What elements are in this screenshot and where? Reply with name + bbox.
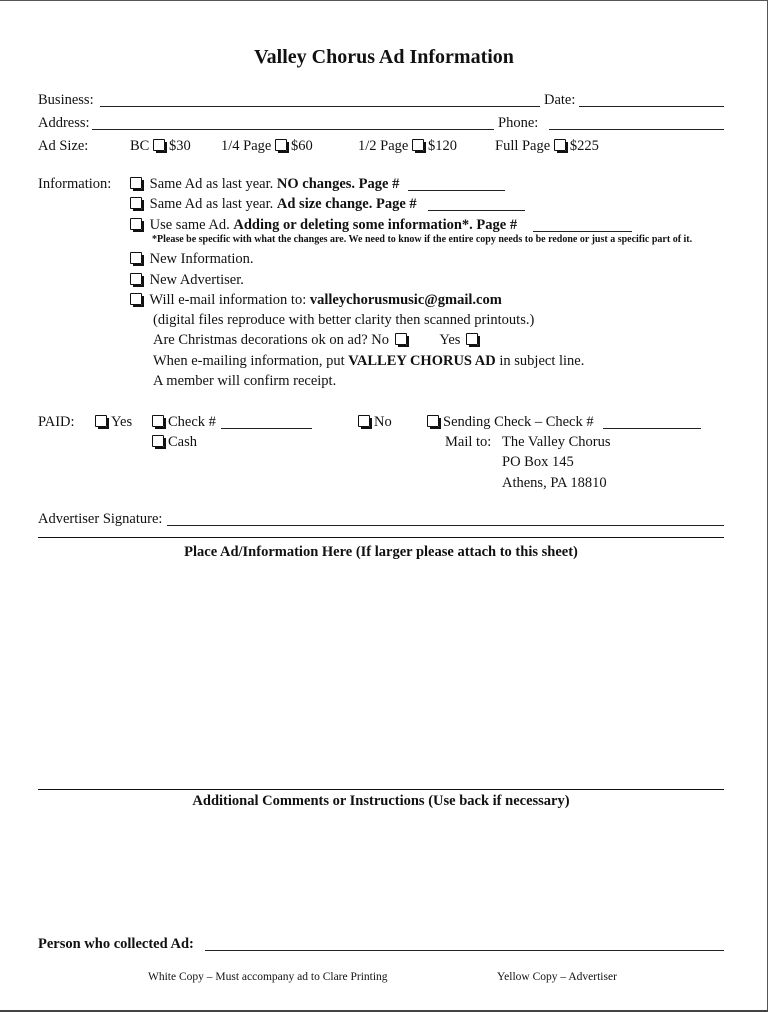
paid-check-option[interactable] bbox=[152, 414, 216, 431]
paid-yes-option[interactable] bbox=[95, 414, 132, 431]
checkbox-icon[interactable] bbox=[130, 293, 142, 305]
mail-address-line-2: PO Box 145 bbox=[502, 454, 574, 470]
checkbox-icon[interactable] bbox=[275, 139, 287, 151]
collected-by-field[interactable] bbox=[205, 950, 724, 951]
divider bbox=[38, 789, 724, 790]
ad-size-bc-price: $30 bbox=[168, 138, 191, 154]
mail-to-label: Mail to: bbox=[445, 434, 492, 450]
paid-cash-label: Cash bbox=[168, 434, 197, 450]
ad-size-quarter[interactable] bbox=[221, 138, 313, 155]
info-option-text: New Information. bbox=[149, 251, 254, 267]
checkbox-icon[interactable] bbox=[554, 139, 566, 151]
place-ad-heading: Place Ad/Information Here (If larger please attach to this sheet) bbox=[184, 544, 578, 560]
checkbox-icon[interactable] bbox=[130, 273, 142, 285]
comments-heading: Additional Comments or Instructions (Use back if necessary) bbox=[192, 793, 570, 809]
checkbox-icon[interactable] bbox=[130, 218, 142, 230]
info-option-email[interactable] bbox=[130, 292, 502, 309]
address-label: Address: bbox=[38, 115, 90, 131]
info-option-add-delete[interactable] bbox=[130, 217, 517, 234]
page-number-field-3[interactable] bbox=[533, 231, 632, 232]
business-field[interactable] bbox=[100, 106, 540, 107]
checkbox-icon[interactable] bbox=[152, 435, 164, 447]
info-option-text: Same Ad as last year. bbox=[149, 196, 277, 212]
information-label: Information: bbox=[38, 176, 112, 192]
info-option-text: Will e-mail information to: bbox=[149, 292, 310, 308]
checkbox-icon[interactable] bbox=[130, 252, 142, 264]
christmas-no-checkbox[interactable] bbox=[395, 333, 407, 345]
checkbox-icon[interactable] bbox=[130, 177, 142, 189]
mail-address-line-3: Athens, PA 18810 bbox=[502, 475, 607, 491]
email-subject-instruction bbox=[153, 353, 584, 370]
business-label: Business: bbox=[38, 92, 94, 108]
checkbox-icon[interactable] bbox=[412, 139, 424, 151]
ad-size-quarter-label: 1/4 Page bbox=[221, 138, 272, 154]
info-option-bold-text: Ad size change. Page # bbox=[276, 196, 417, 212]
info-option-bold-text: NO changes. Page # bbox=[276, 176, 400, 192]
phone-field[interactable] bbox=[549, 129, 724, 130]
phone-label: Phone: bbox=[498, 115, 539, 131]
email-link[interactable]: valleychorusmusic@gmail.com bbox=[309, 292, 502, 308]
footer-white-copy: White Copy – Must accompany ad to Clare Printing bbox=[148, 971, 388, 983]
subject-text-post: in subject line. bbox=[495, 353, 585, 369]
info-option-new-advertiser[interactable] bbox=[130, 272, 244, 289]
checkbox-icon[interactable] bbox=[152, 415, 164, 427]
info-option-new-information[interactable] bbox=[130, 251, 254, 268]
info-option-bold-text: Adding or deleting some information*. Page # bbox=[233, 217, 518, 233]
paid-cash-option[interactable] bbox=[152, 434, 197, 451]
checkbox-icon[interactable] bbox=[153, 139, 165, 151]
sending-check-label: Sending Check – Check # bbox=[443, 414, 594, 430]
sending-check-number-field[interactable] bbox=[603, 428, 701, 429]
ad-placement-area[interactable] bbox=[38, 566, 724, 784]
ad-size-half-price: $120 bbox=[427, 138, 457, 154]
check-number-field[interactable] bbox=[221, 428, 312, 429]
ad-size-bc-label: BC bbox=[130, 138, 150, 154]
mail-address-line-1: The Valley Chorus bbox=[502, 434, 611, 450]
checkbox-icon[interactable] bbox=[427, 415, 439, 427]
ad-size-label: Ad Size: bbox=[38, 138, 89, 154]
ad-size-half[interactable] bbox=[358, 138, 457, 155]
date-label: Date: bbox=[544, 92, 576, 108]
address-field[interactable] bbox=[92, 129, 494, 130]
paid-no-label: No bbox=[374, 414, 392, 430]
comments-area[interactable] bbox=[38, 815, 724, 925]
christmas-question-text: Are Christmas decorations ok on ad? No bbox=[153, 332, 389, 348]
ad-size-full[interactable] bbox=[495, 138, 599, 155]
checkbox-icon[interactable] bbox=[95, 415, 107, 427]
ad-size-full-label: Full Page bbox=[495, 138, 551, 154]
ad-size-quarter-price: $60 bbox=[290, 138, 313, 154]
info-option-text: Use same Ad. bbox=[149, 217, 234, 233]
ad-size-half-label: 1/2 Page bbox=[358, 138, 409, 154]
ad-size-bc[interactable] bbox=[130, 138, 191, 155]
paid-label: PAID: bbox=[38, 414, 75, 430]
ad-size-full-price: $225 bbox=[569, 138, 599, 154]
collected-by-label: Person who collected Ad: bbox=[38, 936, 194, 952]
page-number-field-1[interactable] bbox=[408, 190, 505, 191]
info-option-size-change[interactable] bbox=[130, 196, 417, 213]
signature-field[interactable] bbox=[167, 525, 724, 526]
footer-yellow-copy: Yellow Copy – Advertiser bbox=[497, 971, 617, 983]
subject-text-bold: VALLEY CHORUS AD bbox=[348, 353, 496, 369]
confirm-receipt-note: A member will confirm receipt. bbox=[153, 373, 337, 389]
christmas-yes-label: Yes bbox=[439, 332, 461, 348]
clarity-note: (digital files reproduce with better clarity then scanned printouts.) bbox=[153, 312, 535, 328]
divider bbox=[38, 537, 724, 538]
checkbox-icon[interactable] bbox=[130, 197, 142, 209]
paid-no-option[interactable] bbox=[358, 414, 392, 431]
subject-text-pre: When e-mailing information, put bbox=[153, 353, 349, 369]
info-option-text: New Advertiser. bbox=[149, 272, 244, 288]
specific-changes-note: *Please be specific with what the changes are. We need to know if the entire copy needs to be redone or just a specific part of it. bbox=[152, 234, 693, 245]
page-border-top bbox=[0, 0, 768, 1]
christmas-question bbox=[153, 332, 482, 349]
page-title: Valley Chorus Ad Information bbox=[254, 46, 514, 68]
info-option-same-no-change[interactable] bbox=[130, 176, 399, 193]
date-field[interactable] bbox=[579, 106, 724, 107]
info-option-text: Same Ad as last year. bbox=[149, 176, 277, 192]
sending-check-option[interactable] bbox=[427, 414, 594, 431]
checkbox-icon[interactable] bbox=[358, 415, 370, 427]
christmas-yes-checkbox[interactable] bbox=[466, 333, 478, 345]
paid-yes-label: Yes bbox=[111, 414, 133, 430]
signature-label: Advertiser Signature: bbox=[38, 511, 163, 527]
page-number-field-2[interactable] bbox=[428, 210, 525, 211]
paid-check-label: Check # bbox=[168, 414, 216, 430]
